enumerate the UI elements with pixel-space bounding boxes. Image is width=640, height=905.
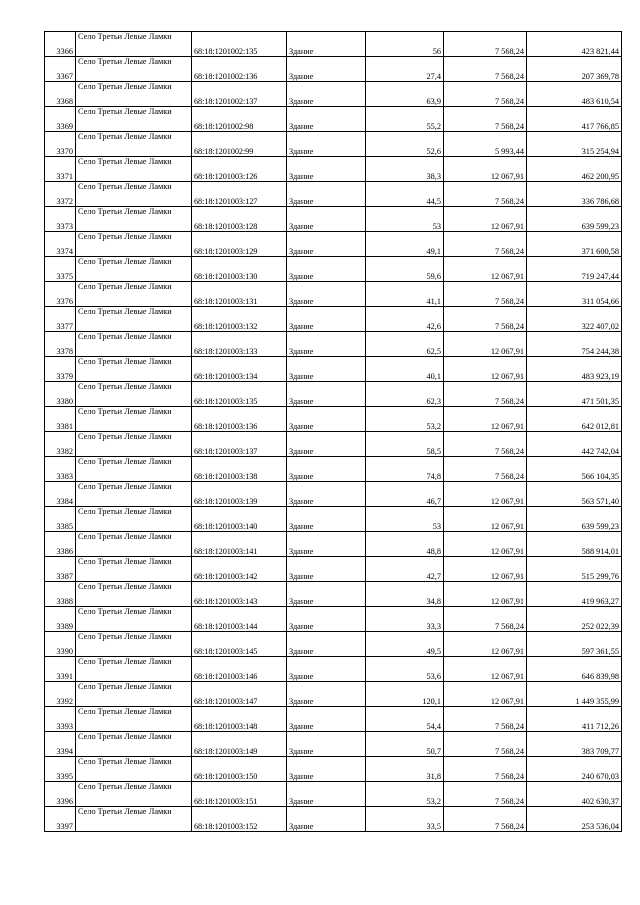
table-row: [45, 657, 622, 682]
area-cell: 33,3: [366, 607, 444, 632]
location-cell: Село Третьи Левые Ламки: [76, 232, 192, 257]
cadastral-number-cell: 68:18:1201003:145: [192, 632, 287, 657]
table-row: [45, 757, 622, 782]
cadastral-number-cell: 68:18:1201002:99: [192, 132, 287, 157]
object-type-cell: Здание: [287, 157, 366, 182]
location-cell: Село Третьи Левые Ламки: [76, 607, 192, 632]
area-cell: 50,7: [366, 732, 444, 757]
row-number: 3395: [45, 757, 76, 782]
cadastral-value-cell: 207 369,78: [527, 57, 622, 82]
table-row: [45, 807, 622, 832]
specific-value-cell: 12 067,91: [444, 507, 527, 532]
table-body: [45, 32, 622, 832]
cadastral-value-cell: 1 449 355,99: [527, 682, 622, 707]
cadastral-number-cell: 68:18:1201003:133: [192, 332, 287, 357]
area-cell: 59,6: [366, 257, 444, 282]
cadastral-value-cell: 483 610,54: [527, 82, 622, 107]
specific-value-cell: 12 067,91: [444, 157, 527, 182]
object-type-cell: Здание: [287, 482, 366, 507]
location-cell: Село Третьи Левые Ламки: [76, 282, 192, 307]
area-cell: 49,1: [366, 232, 444, 257]
object-type-cell: Здание: [287, 382, 366, 407]
specific-value-cell: 12 067,91: [444, 657, 527, 682]
area-cell: 53,2: [366, 782, 444, 807]
specific-value-cell: 7 568,24: [444, 107, 527, 132]
row-number: 3385: [45, 507, 76, 532]
object-type-cell: Здание: [287, 282, 366, 307]
cadastral-number-cell: 68:18:1201003:151: [192, 782, 287, 807]
specific-value-cell: 12 067,91: [444, 632, 527, 657]
row-number: 3376: [45, 282, 76, 307]
location-cell: Село Третьи Левые Ламки: [76, 82, 192, 107]
location-cell: Село Третьи Левые Ламки: [76, 107, 192, 132]
specific-value-cell: 7 568,24: [444, 57, 527, 82]
row-number: 3370: [45, 132, 76, 157]
cadastral-value-cell: 563 571,40: [527, 482, 622, 507]
cadastral-value-cell: 322 407,02: [527, 307, 622, 332]
specific-value-cell: 12 067,91: [444, 332, 527, 357]
object-type-cell: Здание: [287, 232, 366, 257]
object-type-cell: Здание: [287, 57, 366, 82]
area-cell: 41,1: [366, 282, 444, 307]
area-cell: 52,6: [366, 132, 444, 157]
specific-value-cell: 7 568,24: [444, 307, 527, 332]
location-cell: Село Третьи Левые Ламки: [76, 582, 192, 607]
location-cell: Село Третьи Левые Ламки: [76, 182, 192, 207]
location-cell: Село Третьи Левые Ламки: [76, 432, 192, 457]
object-type-cell: Здание: [287, 32, 366, 57]
table-row: [45, 682, 622, 707]
cadastral-value-cell: 639 599,23: [527, 207, 622, 232]
area-cell: 53,6: [366, 657, 444, 682]
area-cell: 62,3: [366, 382, 444, 407]
table-row: [45, 557, 622, 582]
row-number: 3379: [45, 357, 76, 382]
cadastral-number-cell: 68:18:1201003:142: [192, 557, 287, 582]
object-type-cell: Здание: [287, 682, 366, 707]
area-cell: 62,5: [366, 332, 444, 357]
table-row: [45, 582, 622, 607]
row-number: 3397: [45, 807, 76, 832]
object-type-cell: Здание: [287, 582, 366, 607]
specific-value-cell: 12 067,91: [444, 257, 527, 282]
object-type-cell: Здание: [287, 632, 366, 657]
cadastral-number-cell: 68:18:1201003:152: [192, 807, 287, 832]
cadastral-number-cell: 68:18:1201003:150: [192, 757, 287, 782]
table-row: [45, 632, 622, 657]
table-row: [45, 432, 622, 457]
table-row: [45, 507, 622, 532]
specific-value-cell: 7 568,24: [444, 282, 527, 307]
cadastral-number-cell: 68:18:1201003:130: [192, 257, 287, 282]
specific-value-cell: 7 568,24: [444, 382, 527, 407]
cadastral-number-cell: 68:18:1201003:140: [192, 507, 287, 532]
table-row: [45, 232, 622, 257]
cadastral-number-cell: 68:18:1201003:137: [192, 432, 287, 457]
object-type-cell: Здание: [287, 132, 366, 157]
cadastral-value-cell: 253 536,04: [527, 807, 622, 832]
cadastral-number-cell: 68:18:1201003:147: [192, 682, 287, 707]
cadastral-number-cell: 68:18:1201003:138: [192, 457, 287, 482]
table-row: [45, 82, 622, 107]
row-number: 3389: [45, 607, 76, 632]
table-row: [45, 357, 622, 382]
cadastral-value-cell: 639 599,23: [527, 507, 622, 532]
table-row: [45, 257, 622, 282]
table-row: [45, 532, 622, 557]
cadastral-number-cell: 68:18:1201002:98: [192, 107, 287, 132]
cadastral-value-cell: 646 839,98: [527, 657, 622, 682]
area-cell: 53,2: [366, 407, 444, 432]
area-cell: 55,2: [366, 107, 444, 132]
area-cell: 42,6: [366, 307, 444, 332]
cadastral-value-cell: 471 501,35: [527, 382, 622, 407]
cadastral-value-cell: 315 254,94: [527, 132, 622, 157]
object-type-cell: Здание: [287, 807, 366, 832]
row-number: 3394: [45, 732, 76, 757]
row-number: 3396: [45, 782, 76, 807]
row-number: 3368: [45, 82, 76, 107]
cadastral-number-cell: 68:18:1201003:149: [192, 732, 287, 757]
cadastral-value-cell: 240 670,03: [527, 757, 622, 782]
cadastral-value-cell: 423 821,44: [527, 32, 622, 57]
cadastral-number-cell: 68:18:1201002:135: [192, 32, 287, 57]
object-type-cell: Здание: [287, 707, 366, 732]
specific-value-cell: 7 568,24: [444, 707, 527, 732]
row-number: 3382: [45, 432, 76, 457]
specific-value-cell: 12 067,91: [444, 682, 527, 707]
cadastral-value-cell: 642 012,81: [527, 407, 622, 432]
location-cell: Село Третьи Левые Ламки: [76, 357, 192, 382]
table-row: [45, 407, 622, 432]
specific-value-cell: 7 568,24: [444, 232, 527, 257]
area-cell: 53: [366, 507, 444, 532]
object-type-cell: Здание: [287, 782, 366, 807]
object-type-cell: Здание: [287, 532, 366, 557]
specific-value-cell: 7 568,24: [444, 757, 527, 782]
area-cell: 120,1: [366, 682, 444, 707]
cadastral-number-cell: 68:18:1201003:127: [192, 182, 287, 207]
location-cell: Село Третьи Левые Ламки: [76, 532, 192, 557]
cadastral-number-cell: 68:18:1201002:137: [192, 82, 287, 107]
cadastral-number-cell: 68:18:1201003:143: [192, 582, 287, 607]
object-type-cell: Здание: [287, 257, 366, 282]
cadastral-number-cell: 68:18:1201003:139: [192, 482, 287, 507]
table-row: [45, 132, 622, 157]
location-cell: Село Третьи Левые Ламки: [76, 482, 192, 507]
area-cell: 58,5: [366, 432, 444, 457]
location-cell: Село Третьи Левые Ламки: [76, 57, 192, 82]
location-cell: Село Третьи Левые Ламки: [76, 757, 192, 782]
row-number: 3371: [45, 157, 76, 182]
area-cell: 49,5: [366, 632, 444, 657]
cadastral-value-cell: 311 054,66: [527, 282, 622, 307]
table-row: [45, 732, 622, 757]
cadastral-value-cell: 719 247,44: [527, 257, 622, 282]
specific-value-cell: 7 568,24: [444, 182, 527, 207]
specific-value-cell: 5 993,44: [444, 132, 527, 157]
cadastral-value-cell: 754 244,38: [527, 332, 622, 357]
area-cell: 42,7: [366, 557, 444, 582]
area-cell: 48,8: [366, 532, 444, 557]
area-cell: 56: [366, 32, 444, 57]
table-row: [45, 607, 622, 632]
cadastral-number-cell: 68:18:1201003:135: [192, 382, 287, 407]
specific-value-cell: 7 568,24: [444, 82, 527, 107]
specific-value-cell: 12 067,91: [444, 207, 527, 232]
cadastral-number-cell: 68:18:1201002:136: [192, 57, 287, 82]
location-cell: Село Третьи Левые Ламки: [76, 382, 192, 407]
object-type-cell: Здание: [287, 507, 366, 532]
area-cell: 27,4: [366, 57, 444, 82]
cadastral-value-cell: 566 104,35: [527, 457, 622, 482]
location-cell: Село Третьи Левые Ламки: [76, 157, 192, 182]
area-cell: 46,7: [366, 482, 444, 507]
table-row: [45, 307, 622, 332]
area-cell: 38,3: [366, 157, 444, 182]
row-number: 3374: [45, 232, 76, 257]
object-type-cell: Здание: [287, 757, 366, 782]
row-number: 3391: [45, 657, 76, 682]
object-type-cell: Здание: [287, 732, 366, 757]
object-type-cell: Здание: [287, 357, 366, 382]
table-row: [45, 382, 622, 407]
cadastral-value-cell: 371 600,58: [527, 232, 622, 257]
location-cell: Село Третьи Левые Ламки: [76, 557, 192, 582]
location-cell: Село Третьи Левые Ламки: [76, 782, 192, 807]
object-type-cell: Здание: [287, 657, 366, 682]
table-row: [45, 707, 622, 732]
specific-value-cell: 7 568,24: [444, 807, 527, 832]
specific-value-cell: 12 067,91: [444, 407, 527, 432]
row-number: 3375: [45, 257, 76, 282]
location-cell: Село Третьи Левые Ламки: [76, 632, 192, 657]
specific-value-cell: 7 568,24: [444, 32, 527, 57]
specific-value-cell: 12 067,91: [444, 582, 527, 607]
specific-value-cell: 7 568,24: [444, 457, 527, 482]
cadastral-value-cell: 442 742,04: [527, 432, 622, 457]
object-type-cell: Здание: [287, 107, 366, 132]
location-cell: Село Третьи Левые Ламки: [76, 507, 192, 532]
object-type-cell: Здание: [287, 607, 366, 632]
table-row: [45, 182, 622, 207]
cadastral-value-cell: 336 786,68: [527, 182, 622, 207]
object-type-cell: Здание: [287, 432, 366, 457]
specific-value-cell: 12 067,91: [444, 482, 527, 507]
cadastral-number-cell: 68:18:1201003:141: [192, 532, 287, 557]
row-number: 3390: [45, 632, 76, 657]
row-number: 3369: [45, 107, 76, 132]
location-cell: Село Третьи Левые Ламки: [76, 332, 192, 357]
row-number: 3393: [45, 707, 76, 732]
location-cell: Село Третьи Левые Ламки: [76, 257, 192, 282]
specific-value-cell: 7 568,24: [444, 732, 527, 757]
cadastral-number-cell: 68:18:1201003:134: [192, 357, 287, 382]
cadastral-number-cell: 68:18:1201003:131: [192, 282, 287, 307]
location-cell: Село Третьи Левые Ламки: [76, 657, 192, 682]
specific-value-cell: 12 067,91: [444, 357, 527, 382]
cadastral-number-cell: 68:18:1201003:146: [192, 657, 287, 682]
cadastral-value-cell: 483 923,19: [527, 357, 622, 382]
row-number: 3367: [45, 57, 76, 82]
area-cell: 31,8: [366, 757, 444, 782]
area-cell: 54,4: [366, 707, 444, 732]
location-cell: Село Третьи Левые Ламки: [76, 732, 192, 757]
location-cell: Село Третьи Левые Ламки: [76, 407, 192, 432]
cadastral-value-table: [44, 31, 622, 832]
area-cell: 74,8: [366, 457, 444, 482]
area-cell: 33,5: [366, 807, 444, 832]
location-cell: Село Третьи Левые Ламки: [76, 707, 192, 732]
cadastral-value-cell: 597 361,55: [527, 632, 622, 657]
location-cell: Село Третьи Левые Ламки: [76, 207, 192, 232]
table-row: [45, 282, 622, 307]
row-number: 3377: [45, 307, 76, 332]
specific-value-cell: 12 067,91: [444, 557, 527, 582]
specific-value-cell: 7 568,24: [444, 432, 527, 457]
table-row: [45, 32, 622, 57]
table-row: [45, 482, 622, 507]
cadastral-value-cell: 515 299,76: [527, 557, 622, 582]
specific-value-cell: 7 568,24: [444, 607, 527, 632]
cadastral-value-cell: 417 766,85: [527, 107, 622, 132]
area-cell: 63,9: [366, 82, 444, 107]
table-row: [45, 207, 622, 232]
table-row: [45, 57, 622, 82]
cadastral-value-cell: 411 712,26: [527, 707, 622, 732]
object-type-cell: Здание: [287, 557, 366, 582]
cadastral-value-cell: 402 630,37: [527, 782, 622, 807]
location-cell: Село Третьи Левые Ламки: [76, 32, 192, 57]
cadastral-number-cell: 68:18:1201003:148: [192, 707, 287, 732]
area-cell: 34,8: [366, 582, 444, 607]
area-cell: 53: [366, 207, 444, 232]
table-row: [45, 107, 622, 132]
cadastral-number-cell: 68:18:1201003:128: [192, 207, 287, 232]
object-type-cell: Здание: [287, 182, 366, 207]
specific-value-cell: 7 568,24: [444, 782, 527, 807]
row-number: 3372: [45, 182, 76, 207]
cadastral-value-cell: 252 022,39: [527, 607, 622, 632]
row-number: 3366: [45, 32, 76, 57]
location-cell: Село Третьи Левые Ламки: [76, 807, 192, 832]
area-cell: 44,5: [366, 182, 444, 207]
table-row: [45, 157, 622, 182]
row-number: 3388: [45, 582, 76, 607]
row-number: 3383: [45, 457, 76, 482]
table-row: [45, 457, 622, 482]
row-number: 3392: [45, 682, 76, 707]
location-cell: Село Третьи Левые Ламки: [76, 682, 192, 707]
object-type-cell: Здание: [287, 457, 366, 482]
cadastral-number-cell: 68:18:1201003:132: [192, 307, 287, 332]
cadastral-value-cell: 462 200,95: [527, 157, 622, 182]
cadastral-value-cell: 588 914,01: [527, 532, 622, 557]
location-cell: Село Третьи Левые Ламки: [76, 132, 192, 157]
row-number: 3380: [45, 382, 76, 407]
area-cell: 40,1: [366, 357, 444, 382]
cadastral-number-cell: 68:18:1201003:129: [192, 232, 287, 257]
row-number: 3381: [45, 407, 76, 432]
table-row: [45, 782, 622, 807]
row-number: 3384: [45, 482, 76, 507]
cadastral-value-cell: 419 963,27: [527, 582, 622, 607]
object-type-cell: Здание: [287, 82, 366, 107]
table-row: [45, 332, 622, 357]
object-type-cell: Здание: [287, 307, 366, 332]
object-type-cell: Здание: [287, 407, 366, 432]
location-cell: Село Третьи Левые Ламки: [76, 307, 192, 332]
cadastral-number-cell: 68:18:1201003:126: [192, 157, 287, 182]
cadastral-number-cell: 68:18:1201003:136: [192, 407, 287, 432]
location-cell: Село Третьи Левые Ламки: [76, 457, 192, 482]
row-number: 3386: [45, 532, 76, 557]
object-type-cell: Здание: [287, 207, 366, 232]
row-number: 3387: [45, 557, 76, 582]
row-number: 3373: [45, 207, 76, 232]
cadastral-number-cell: 68:18:1201003:144: [192, 607, 287, 632]
object-type-cell: Здание: [287, 332, 366, 357]
specific-value-cell: 12 067,91: [444, 532, 527, 557]
cadastral-value-cell: 383 709,77: [527, 732, 622, 757]
row-number: 3378: [45, 332, 76, 357]
